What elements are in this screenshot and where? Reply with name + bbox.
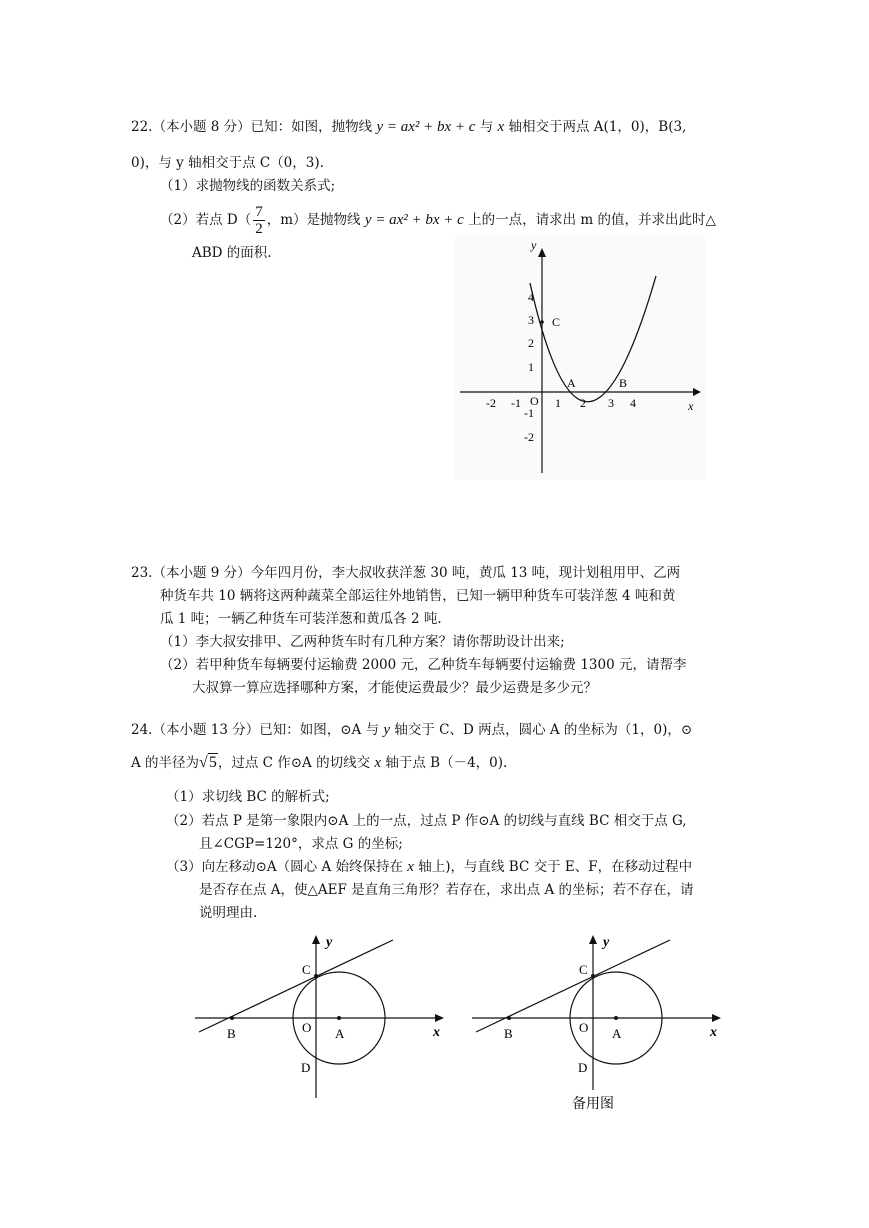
q23-line2: 种货车共 10 辆将这两种蔬菜全部运往外地销售，已知一辆甲种货车可装洋葱 4 吨和黄 — [160, 588, 676, 604]
q24-text-d: ，过点 C 作⊙A 的切线交 — [217, 755, 371, 771]
q22-part2-cont: ABD 的面积. — [192, 245, 272, 261]
q24-part3-text-a: （3）向左移动⊙A（圆心 A 始终保持在 — [166, 859, 403, 875]
point-c-dot — [591, 974, 595, 978]
x-axis-label: x — [433, 1025, 440, 1040]
q24-part3-text-b: 轴上)，与直线 BC 交于 E、F，在移动过程中 — [418, 859, 693, 875]
parabola-equation-2: y = ax² + bx + c — [364, 212, 464, 228]
parabola-graph — [455, 235, 705, 480]
point-b-dot — [230, 1016, 234, 1020]
y-axis-label: y — [531, 238, 537, 252]
q24-part1: （1）求切线 BC 的解析式; — [166, 789, 330, 805]
point-d-label: D — [301, 1060, 311, 1075]
q22-part2 — [160, 203, 716, 237]
point-a-dot — [337, 1016, 341, 1020]
fraction-numerator: 7 — [255, 204, 263, 220]
x-variable-3: x — [407, 859, 414, 875]
y-axis-label: y — [603, 935, 610, 950]
x-axis-label: x — [710, 1025, 717, 1040]
x-tick-2: 2 — [580, 396, 586, 410]
q24-text-c: A 的半径为 — [131, 755, 200, 771]
point-b-label: B — [619, 376, 628, 390]
y-axis-arrow — [589, 935, 597, 944]
y-axis-label: y — [326, 935, 333, 950]
y-axis-arrow — [312, 935, 320, 944]
sqrt-radicand: 5 — [208, 754, 217, 771]
point-b-dot — [507, 1016, 511, 1020]
point-a-label: A — [567, 376, 576, 390]
q23-line3: 瓜 1 吨；一辆乙种货车可装洋葱和黄瓜各 2 吨. — [160, 611, 442, 627]
q24-part2: （2）若点 P 是第一象限内⊙A 上的一点，过点 P 作⊙A 的切线与直线 BC 相交于点 G, — [166, 813, 687, 829]
point-a-label: A — [612, 1026, 622, 1041]
point-a-dot — [614, 1016, 618, 1020]
y-tick-2: 2 — [528, 336, 534, 350]
point-b-label: B — [227, 1026, 236, 1041]
q22-text-b: 与 — [479, 119, 494, 135]
x-variable-2: x — [374, 755, 382, 771]
q22-part2-text-c: 上的一点，请求出 m 的值，并求出此时△ — [468, 212, 716, 228]
x-axis-label: x — [688, 399, 694, 413]
q24-part2-cont: 且∠CGP=120°，求点 G 的坐标; — [199, 836, 403, 852]
q22-text-a: 22.（本小题 8 分）已知：如图，抛物线 — [131, 119, 373, 135]
q24-line2 — [131, 753, 507, 773]
y-tick-neg2: -2 — [524, 430, 534, 444]
q22-text-c: 轴相交于两点 A(1，0)，B(3, — [508, 119, 687, 135]
point-c-label: C — [552, 315, 561, 329]
q24-part3-cont1: 是否存在点 A，使△AEF 是直角三角形？若存在，求出点 A 的坐标；若不存在，请 — [199, 882, 694, 898]
backup-figure-caption: 备用图 — [572, 1097, 614, 1112]
origin-label: O — [302, 1020, 312, 1035]
q22-part1: （1）求抛物线的函数关系式; — [160, 178, 336, 194]
fraction-seven-halves — [253, 204, 265, 237]
point-c-label: C — [302, 962, 311, 977]
point-c-dot — [540, 320, 544, 324]
q23-line1: 23.（本小题 9 分）今年四月份，李大叔收获洋葱 30 吨，黄瓜 13 吨，现计划租用甲、乙两 — [131, 565, 681, 581]
q22-part2-text-b: ，m）是抛物线 — [266, 212, 361, 228]
origin-label: O — [530, 394, 539, 408]
point-c-label: C — [579, 962, 588, 977]
q22-line2: 0)，与 y 轴相交于点 C（0，3). — [131, 155, 324, 171]
q24-line1 — [131, 720, 692, 740]
x-variable: x — [497, 119, 505, 135]
q24-part3 — [166, 857, 692, 877]
x-tick-1: 1 — [555, 396, 561, 410]
q22-line1 — [131, 117, 686, 137]
q24-part3-cont2: 说明理由. — [199, 905, 258, 921]
q23-part2: （2）若甲种货车每辆要付运输费 2000 元，乙种货车每辆要付运输费 1300 元，请帮李 — [160, 657, 687, 673]
x-tick-neg1: -1 — [511, 396, 521, 410]
point-c-dot — [314, 974, 318, 978]
x-tick-3: 3 — [608, 396, 614, 410]
y-tick-neg1: -1 — [524, 406, 534, 420]
origin-label: O — [579, 1020, 589, 1035]
graph-background — [455, 235, 705, 480]
y-tick-4: 4 — [528, 290, 534, 304]
circle-figure-main — [195, 928, 450, 1118]
parabola-equation: y = ax² + bx + c — [376, 119, 476, 135]
circle-figure-backup — [472, 928, 727, 1118]
x-tick-4: 4 — [630, 396, 636, 410]
fraction-denominator: 2 — [255, 221, 263, 237]
point-d-label: D — [578, 1060, 588, 1075]
q23-part2-cont: 大叔算一算应选择哪种方案，才能使运费最少？最少运费是多少元？ — [192, 680, 597, 696]
x-tick-neg2: -2 — [486, 396, 496, 410]
y-tick-1: 1 — [528, 360, 534, 374]
point-b-label: B — [504, 1026, 513, 1041]
x-axis-arrow — [435, 1014, 444, 1022]
y-variable: y — [383, 722, 391, 738]
q24-text-a: 24.（本小题 13 分）已知：如图，⊙A 与 — [131, 722, 380, 738]
q23-part1: （1）李大叔安排甲、乙两种货车时有几种方案？请你帮助设计出来; — [160, 634, 565, 650]
q22-part2-text-a: （2）若点 D（ — [160, 212, 252, 228]
y-tick-3: 3 — [528, 313, 534, 327]
q24-text-b: 轴交于 C、D 两点，圆心 A 的坐标为（1，0)，⊙ — [394, 722, 693, 738]
q24-text-e: 轴于点 B（－4，0). — [385, 755, 508, 771]
x-axis-arrow — [712, 1014, 721, 1022]
sqrt-five: √5 — [199, 754, 217, 771]
point-a-label: A — [335, 1026, 345, 1041]
